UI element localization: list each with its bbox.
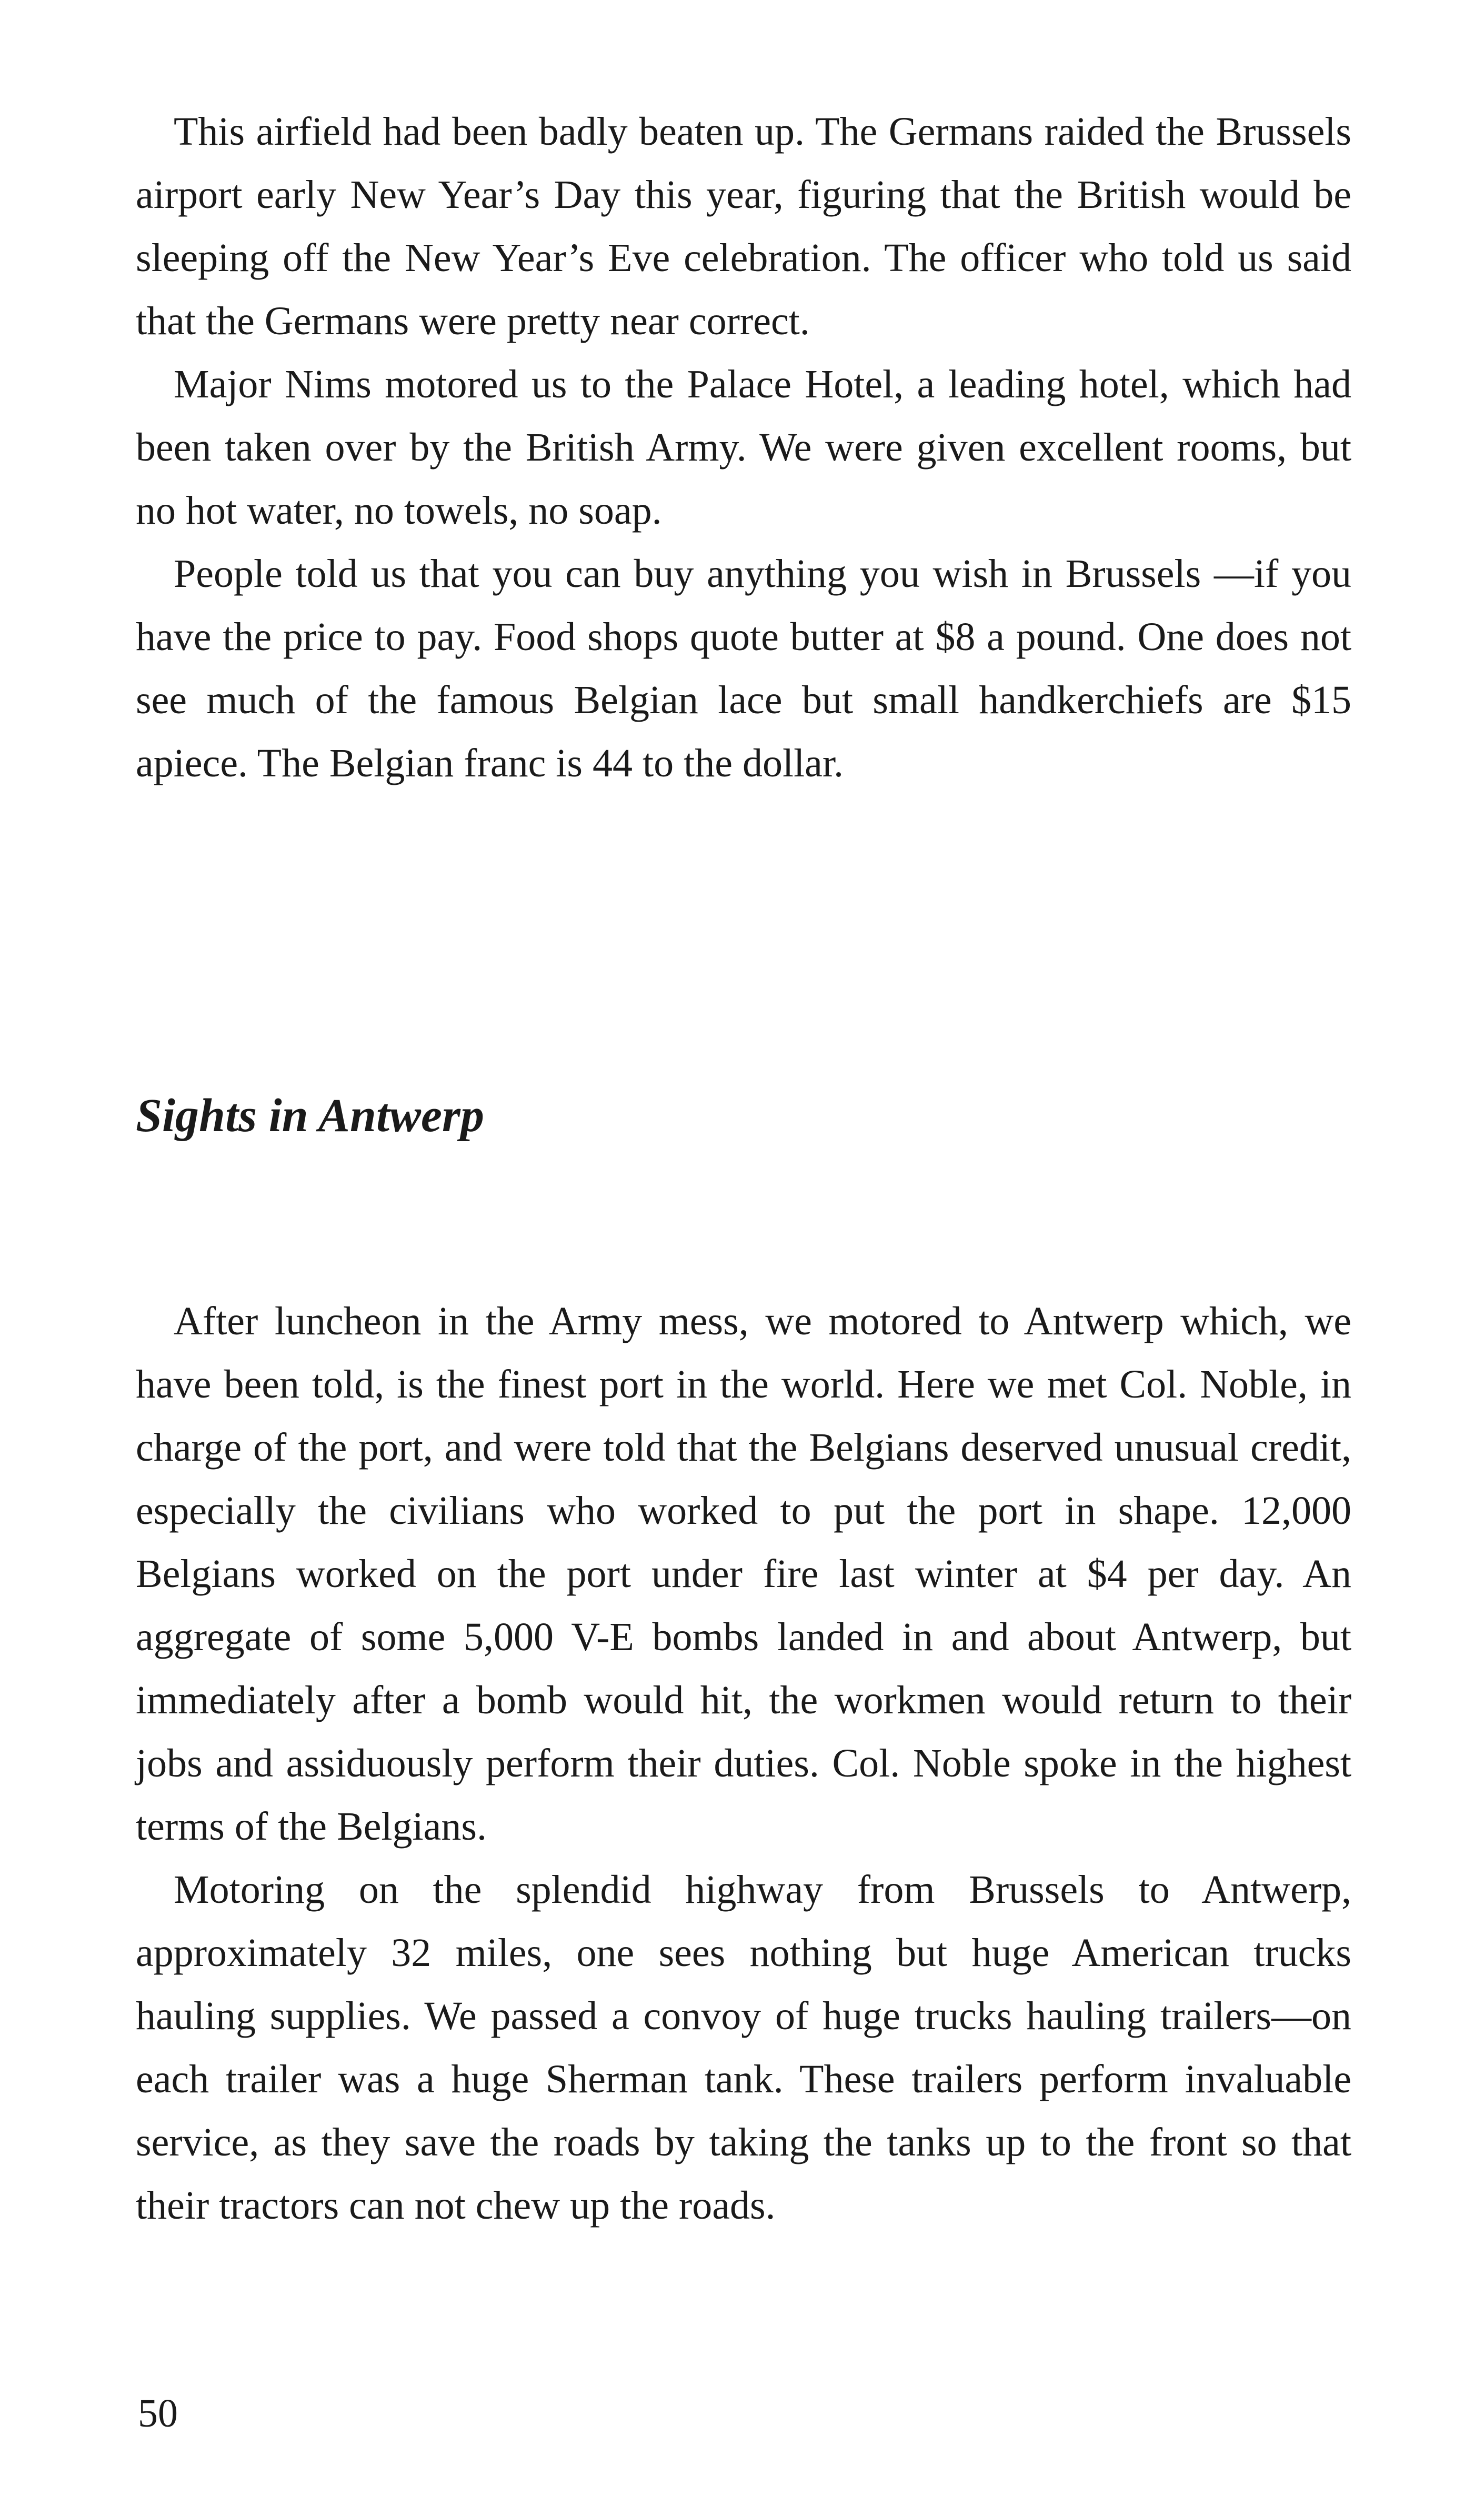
paragraph-prices: People told us that you can buy anything you wish in Brussels —if you have the price to pay. Food shops quote butter at $8 a pound. One does not see much of the famous Belgian lace but small handkerchiefs are $15 apiece. The Belgian franc is 44 to the dollar. <box>136 552 1351 785</box>
paragraph-airfield: This airfield had been badly beaten up. The Germans raided the Brussels airport early New Year’s Day this year, figuring that the British would be sleeping off the New Year’s Eve celebration. The officer who told us said that the Germans were pretty near correct. <box>136 109 1351 343</box>
page-number: 50 <box>138 2391 178 2436</box>
paragraph-palace-hotel: Major Nims motored us to the Palace Hotel, a leading hotel, which had been taken over by the British Army. We were given excellent rooms, but no hot water, no towels, no soap. <box>136 362 1351 533</box>
text-block-antwerp <box>136 1290 1351 2237</box>
text-block-brussels <box>136 100 1351 795</box>
paragraph-highway: Motoring on the splendid highway from Brussels to Antwerp, approximately 32 miles, one sees nothing but huge American trucks hauling supplies. We passed a convoy of huge trucks hauling trailers—on each trailer was a huge Sherman tank. These trailers perform invaluable service, as they save the roads by taking the tanks up to the front so that their tractors can not chew up the roads. <box>136 1868 1351 2228</box>
section-heading: Sights in Antwerp <box>136 1090 484 1142</box>
paragraph-antwerp-port: After luncheon in the Army mess, we motored to Antwerp which, we have been told, is the finest port in the world. Here we met Col. Noble, in charge of the port, and were told that the Belgians deserved unusual credit, especially the civilians who worked to put the port in shape. 12,000 Belgians worked on the port under fire last winter at $4 per day. An aggregate of some 5,000 V-E bombs landed in and about Antwerp, but immediately after a bomb would hit, the workmen would return to their jobs and assiduously perform their duties. Col. Noble spoke in the highest terms of the Belgians. <box>136 1299 1351 1849</box>
